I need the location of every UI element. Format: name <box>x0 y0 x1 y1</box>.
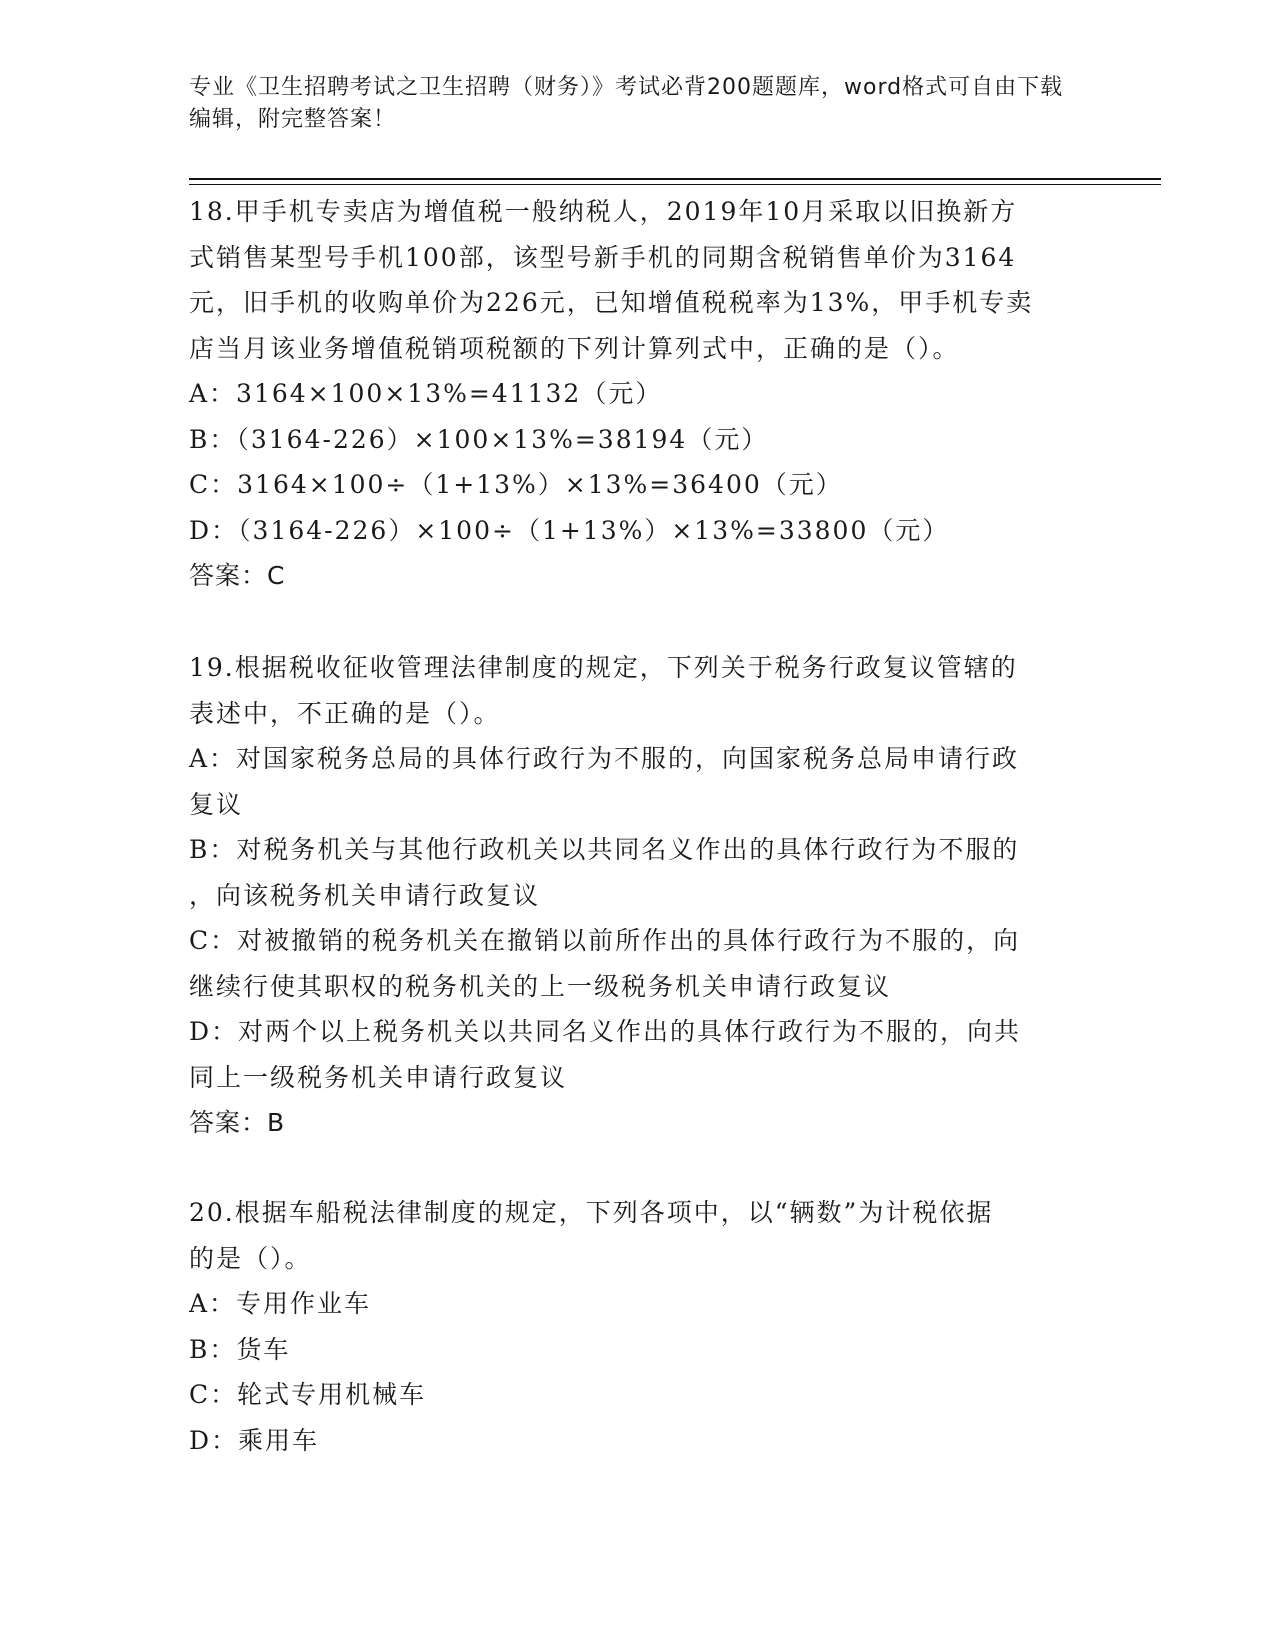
option-a: A：对国家税务总局的具体行政行为不服的，向国家税务总局申请行政 <box>189 744 1020 773</box>
question-stem-line: 式销售某型号手机100部，该型号新手机的同期含税销售单价为3164 <box>189 242 1017 272</box>
option-d-continued: 同上一级税务机关申请行政复议 <box>189 1062 568 1092</box>
option-a: A：专用作业车 <box>189 1289 372 1318</box>
option-b-continued: ，向该税务机关申请行政复议 <box>189 880 541 910</box>
question-18 <box>189 189 1089 599</box>
option-c: C：对被撤销的税务机关在撤销以前所作出的具体行政行为不服的，向 <box>189 926 1021 955</box>
option-a: A：3164×100×13%=41132（元） <box>189 379 663 408</box>
question-19 <box>189 645 1089 1146</box>
question-stem-line: 表述中，不正确的是（）。 <box>189 698 501 728</box>
option-c: C：轮式专用机械车 <box>189 1380 427 1409</box>
question-20 <box>189 1190 1089 1463</box>
header-divider-thin <box>189 184 1161 185</box>
header-divider-thick <box>189 178 1161 180</box>
question-stem-line: 店当月该业务增值税销项税额的下列计算列式中，正确的是（）。 <box>189 333 960 363</box>
option-c-continued: 继续行使其职权的税务机关的上一级税务机关申请行政复议 <box>189 971 892 1001</box>
answer-line: 答案：C <box>189 561 286 590</box>
option-c: C：3164×100÷（1+13%）×13%=36400（元） <box>189 470 843 499</box>
document-header: 专业《卫生招聘考试之卫生招聘（财务）》考试必背200题题库，word格式可自由下载编辑，附完整答案！ <box>189 75 1064 132</box>
option-b: B：对税务机关与其他行政机关以共同名义作出的具体行政行为不服的 <box>189 835 1020 864</box>
question-stem-line: 19.根据税收征收管理法律制度的规定，下列关于税务行政复议管辖的 <box>189 653 1018 682</box>
answer-line: 答案：B <box>189 1108 286 1137</box>
option-b: B：（3164-226）×100×13%=38194（元） <box>189 424 769 454</box>
option-a-continued: 复议 <box>189 789 244 819</box>
option-b: B：货车 <box>189 1334 291 1364</box>
question-stem-line: 的是（）。 <box>189 1243 312 1273</box>
option-d: D：对两个以上税务机关以共同名义作出的具体行政行为不服的，向共 <box>189 1017 1022 1046</box>
question-stem-line: 18.甲手机专卖店为增值税一般纳税人，2019年10月采取以旧换新方 <box>189 197 1018 226</box>
option-d: D：（3164-226）×100÷（1+13%）×13%=33800（元） <box>189 515 950 545</box>
question-stem-line: 20.根据车船税法律制度的规定，下列各项中，以“辆数”为计税依据 <box>189 1198 994 1227</box>
option-d: D：乘用车 <box>189 1425 320 1455</box>
question-stem-line: 元，旧手机的收购单价为226元，已知增值税税率为13%，甲手机专卖 <box>189 288 1034 317</box>
